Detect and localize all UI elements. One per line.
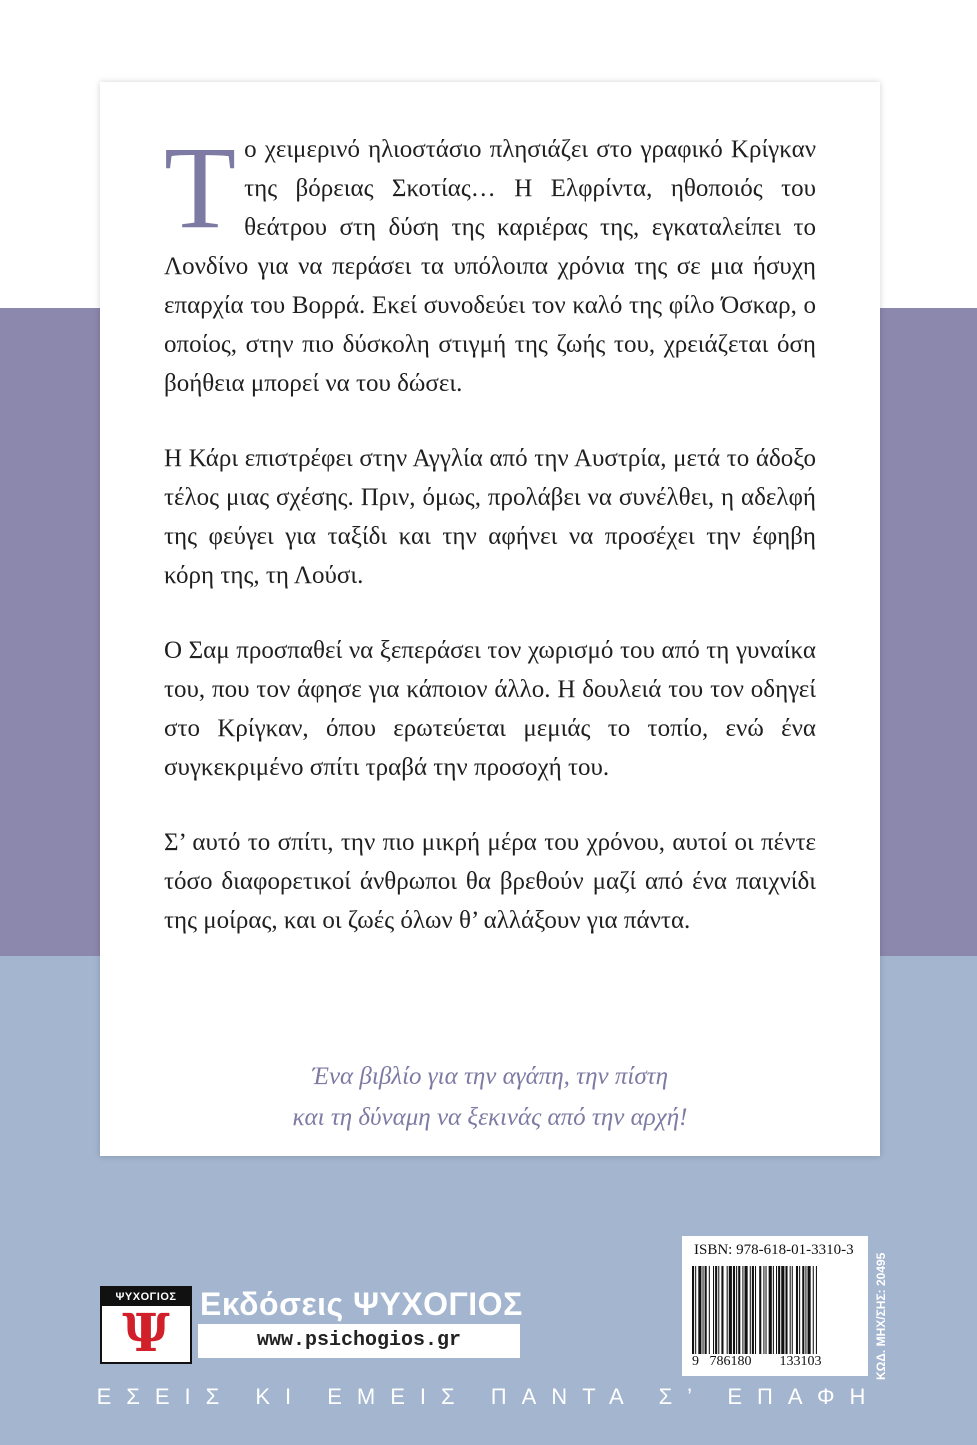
barcode-bar: [738, 1266, 740, 1354]
barcode-bar: [802, 1266, 804, 1354]
barcode-bar: [713, 1266, 714, 1354]
barcode-bar: [799, 1266, 800, 1354]
publisher-logo-text: ΨΥΧΟΓΙΟΣ: [102, 1288, 190, 1306]
barcode-bar: [796, 1266, 798, 1354]
barcode-bar: [750, 1266, 751, 1354]
paragraph-2: Η Κάρι επιστρέφει στην Αγγλία από την Αυστρία, μετά το άδοξο τέλος μιας σχέσης. Πριν, όμως, προλάβει να συνέλθει, η αδελφή της φεύγει για ταξίδι και την αφήνει να προσέχει την έφηβη κόρη της, τη Λούσι.: [164, 445, 816, 589]
blurb-card: [100, 82, 880, 1156]
barcode-bar: [715, 1266, 717, 1354]
barcode-bar: [692, 1266, 694, 1354]
barcode-bar: [745, 1266, 748, 1354]
paragraph-4: Σ’ αυτό το σπίτι, την πιο μικρή μέρα του χρόνου, αυτοί οι πέντε τόσο διαφορετικοί άνθρωποι θα βρεθούν μαζί από ένα παιχνίδι της μοίρας, και οι ζωές όλων θ’ αλλάξουν για πάντα.: [164, 829, 816, 934]
publisher-url-box: [198, 1324, 520, 1358]
barcode-bars: [692, 1266, 858, 1354]
publisher-url[interactable]: www.psichogios.gr: [256, 1329, 462, 1352]
barcode-number: [692, 1354, 858, 1370]
barcode-number-group-1: 786180: [709, 1354, 752, 1369]
barcode-bar: [763, 1266, 764, 1354]
barcode-bar: [727, 1266, 728, 1354]
barcode-bar: [766, 1266, 767, 1354]
barcode-bar: [709, 1266, 710, 1354]
paragraph-3: Ο Σαμ προσπαθεί να ξεπεράσει τον χωρισμό του από τη γυναίκα του, που τον άφησε για κάποιον άλλο. Η δουλειά του τον οδηγεί στο Κρίγκαν, όπου ερωτεύεται μεμιάς το τοπίο, ενώ ένα συγκεκριμένο σπίτι τραβά την προσοχή του.: [164, 637, 816, 781]
barcode-bar: [733, 1266, 735, 1354]
publisher-block: [100, 1286, 523, 1364]
product-code: ΚΩΔ. ΜΗΧ/ΣΗΣ: 20495: [874, 1252, 888, 1380]
psi-logo-icon: Ψ: [122, 1303, 170, 1364]
barcode-bar: [816, 1266, 817, 1354]
barcode-bar: [695, 1266, 696, 1354]
paragraph-1-text: ο χειμερινό ηλιοστάσιο πλησιάζει στο γραφικό Κρίγκαν της βόρειας Σκοτίας… Η Ελφρίντα, ηθοποιός του θεάτρου στη δύση της καριέρας της, εγκαταλείπει το Λονδίνο για να περάσει τα υπόλοιπα χρόνια της σε μια ήσυχη επαρχία του Βορρά. Εκεί συνοδεύει τον καλό της φίλο Όσκαρ, ο οποίος, στην πιο δύσκολη στιγμή της ζωής του, χρειάζεται όση βοήθεια μπορεί να του δώσει.: [164, 136, 816, 397]
barcode-bar: [742, 1266, 743, 1354]
slogan: ΕΣΕΙΣ ΚΙ ΕΜΕΙΣ ΠΑΝΤΑ Σ’ ΕΠΑΦΗ: [96, 1384, 881, 1409]
barcode-bar: [736, 1266, 737, 1354]
barcode-bar: [769, 1266, 772, 1354]
barcode-bar: [721, 1266, 723, 1354]
barcode-number-first: 9: [692, 1354, 699, 1369]
barcode-bar: [703, 1266, 704, 1354]
barcode-bar: [705, 1266, 707, 1354]
tagline: [100, 1056, 880, 1138]
barcode-bar: [813, 1266, 814, 1354]
barcode-bar: [785, 1266, 787, 1354]
barcode-bar: [718, 1266, 719, 1354]
blurb-text: [164, 122, 816, 976]
barcode-bar: [778, 1266, 780, 1354]
barcode-bar: [808, 1266, 811, 1354]
paragraph-1: [164, 122, 816, 403]
barcode-bar: [790, 1266, 791, 1354]
dropcap: Τ: [164, 122, 237, 253]
barcode-bar: [729, 1266, 732, 1354]
barcode-bar: [776, 1266, 777, 1354]
barcode-number-group-2: 133103: [779, 1354, 822, 1369]
tagline-line-1: Ένα βιβλίο για την αγάπη, την πίστη: [311, 1063, 669, 1090]
barcode-bar: [805, 1266, 806, 1354]
publisher-logo: [100, 1286, 192, 1364]
isbn-label: ISBN: 978-618-01-3310-3: [694, 1242, 854, 1258]
barcode-bar: [759, 1266, 761, 1354]
barcode-bar: [752, 1266, 754, 1354]
tagline-line-2: και τη δύναμη να ξεκινάς από την αρχή!: [292, 1104, 688, 1131]
barcode-bar: [755, 1266, 756, 1354]
barcode-bar: [781, 1266, 784, 1354]
barcode-bar: [698, 1266, 701, 1354]
publisher-name: Εκδόσεις ΨΥΧΟΓΙΟΣ: [200, 1286, 523, 1322]
barcode-bar: [773, 1266, 774, 1354]
barcode-bar: [792, 1266, 793, 1354]
barcode: [682, 1236, 868, 1376]
